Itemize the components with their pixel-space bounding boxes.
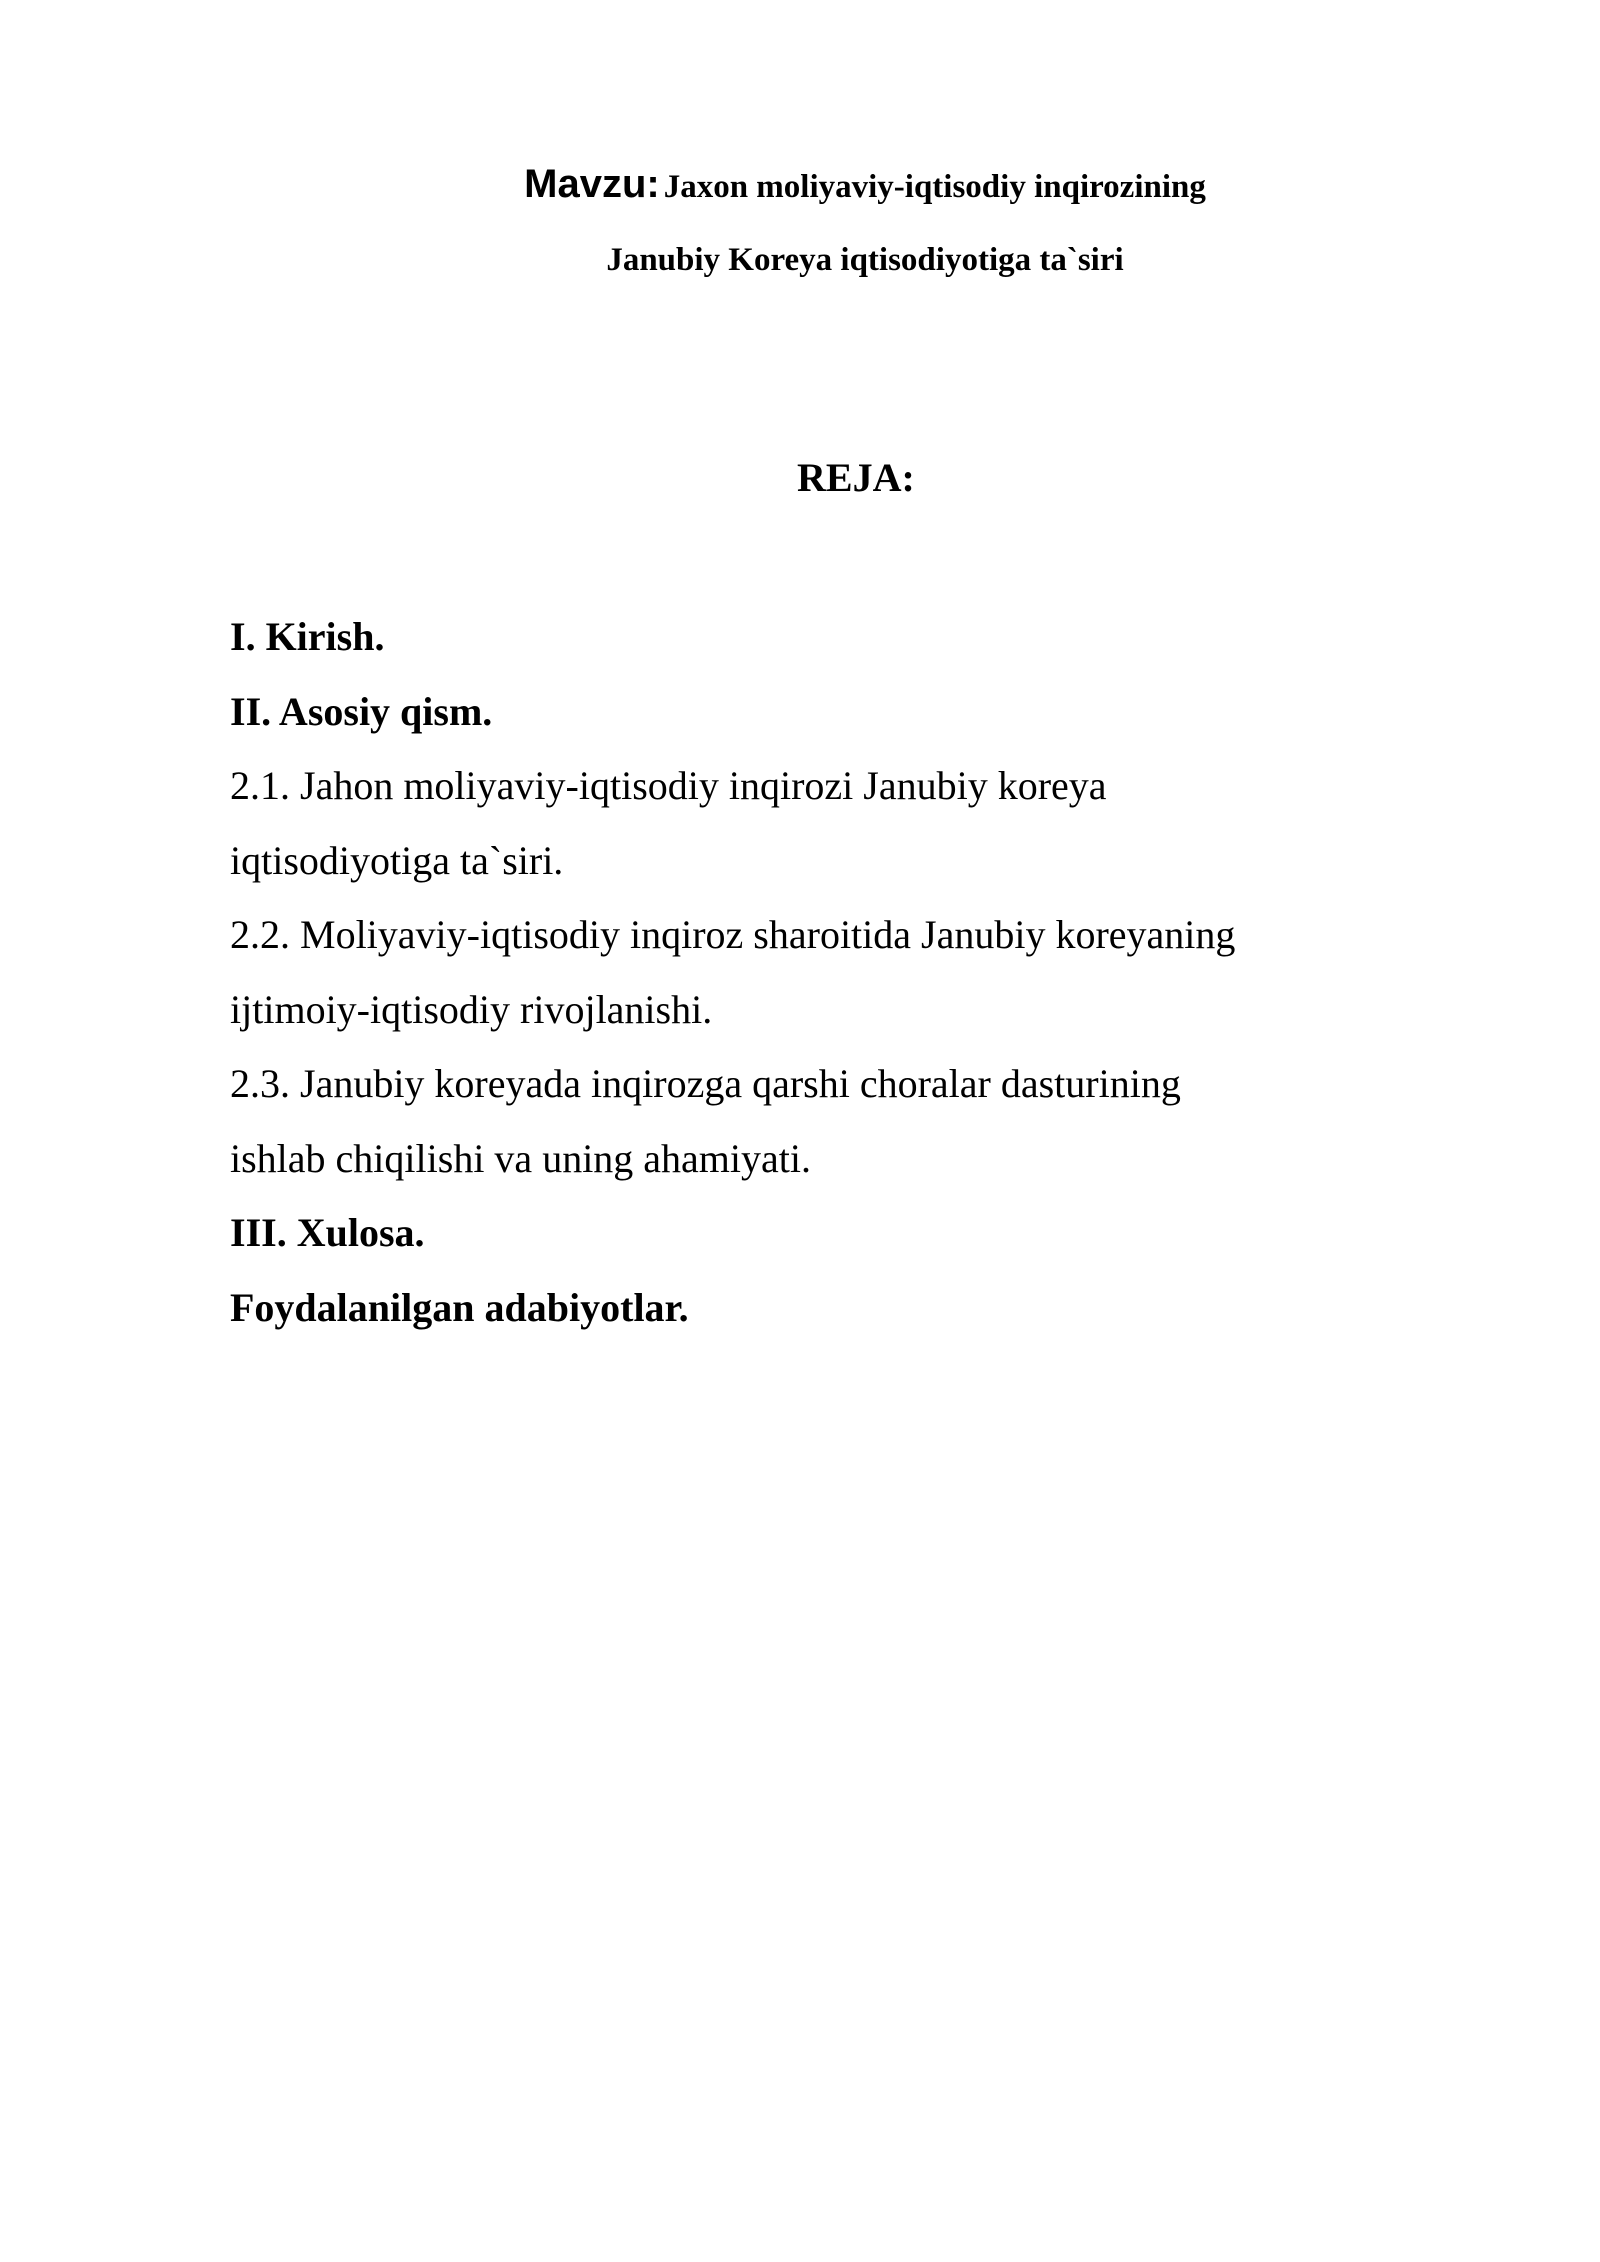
plan-item-conclusion: III. Xulosa. xyxy=(230,1210,425,1255)
topic-title-line-2: Janubiy Koreya iqtisodiyotiga ta`siri xyxy=(606,242,1124,278)
plan-item-2-2-continued: ijtimoiy-iqtisodiy rivojlanishi. xyxy=(230,986,713,1032)
plan-item-2-1: 2.1. Jahon moliyaviy-iqtisodiy inqirozi Janubiy koreya xyxy=(230,763,1107,808)
plan-item-main-part: II. Asosiy qism. xyxy=(230,688,493,734)
topic-title xyxy=(65,162,1600,207)
plan-item-references: Foydalanilgan adabiyotlar. xyxy=(230,1284,689,1330)
plan-item-2-3-continued: ishlab chiqilishi va uning ahamiyati. xyxy=(230,1135,812,1181)
plan-item-introduction: I. Kirish. xyxy=(230,614,385,659)
plan-item-2-3: 2.3. Janubiy koreyada inqirozga qarshi choralar dasturining xyxy=(230,1061,1181,1106)
plan-item-2-1-continued: iqtisodiyotiga ta`siri. xyxy=(230,837,564,883)
topic-label: Mavzu: xyxy=(524,162,660,206)
topic-title-line-1: Jaxon moliyaviy-iqtisodiy inqirozining xyxy=(663,169,1206,205)
plan-item-2-2: 2.2. Moliyaviy-iqtisodiy inqiroz sharoitida Janubiy koreyaning xyxy=(230,912,1236,957)
plan-list xyxy=(230,600,1430,1345)
plan-heading: REJA: xyxy=(797,455,915,500)
